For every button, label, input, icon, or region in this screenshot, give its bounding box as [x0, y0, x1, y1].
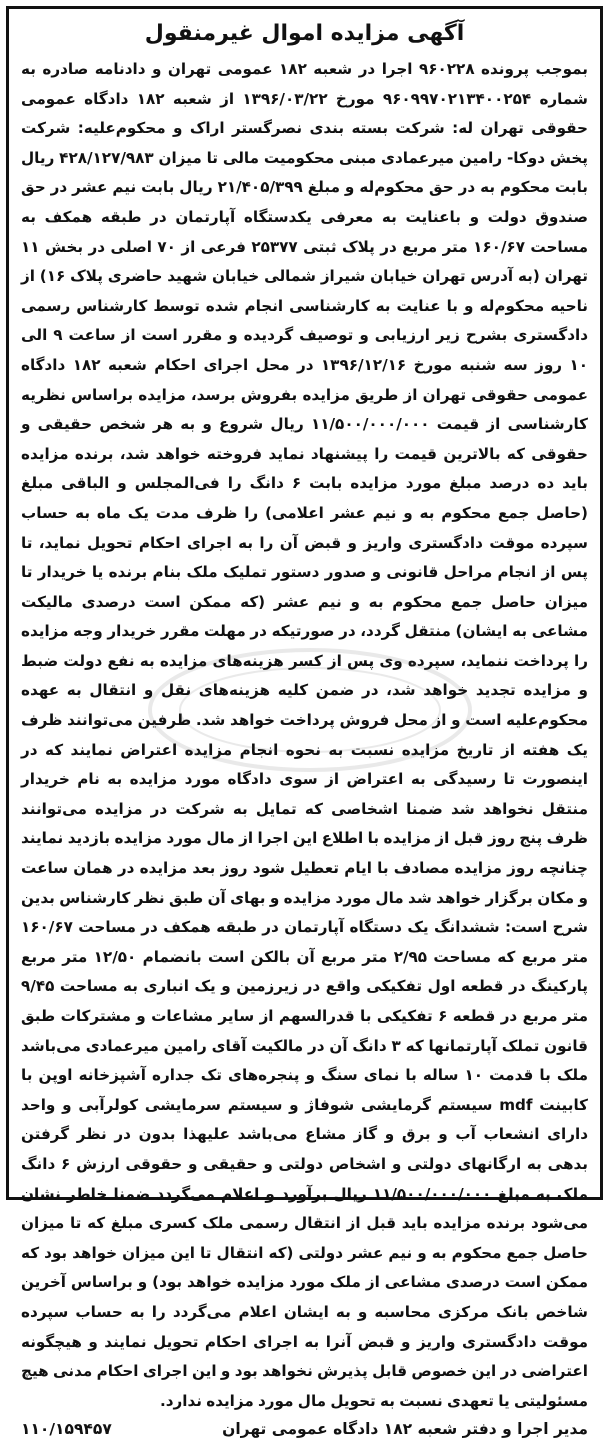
notice-code: ۱۱۰/۱۵۹۴۵۷ — [21, 1420, 112, 1438]
notice-body: بموجب پرونده ۹۶۰۲۲۸ اجرا در شعبه ۱۸۲ عمومی تهران و دادنامه صادره به شماره ۹۶۰۹۹۷۰۲۱۳۴۰۰۲۵۴ مورخ ۱۳۹۶/۰۳/۲۲ از شعبه ۱۸۲ دادگاه عمومی حقوقی تهران له: شرکت بسته بندی نصرگستر اراک و محکوم‌علیه: شرکت پخش دوکا- رامین میرعمادی مبنی محکومیت مالی تا میزان ۴۲۸/۱۲۷/۹۸۳ ریال بابت محکوم به در حق محکوم‌له و مبلغ ۲۱/۴۰۵/۳۹۹ ریال بابت نیم عشر در حق صندوق دولت و باعنایت به معرفی یکدستگاه آپارتمان در طبقه همکف به مساحت ۱۶۰/۶۷ متر مربع در پلاک ثبتی ۲۵۳۷۷ فرعی از ۷۰ اصلی در بخش ۱۱ تهران (به آدرس تهران خیابان شیراز شمالی خیابان شهید حاضری پلاک ۱۶) از ناحیه محکوم‌له و با عنایت به کارشناسی انجام شده توسط کارشناس رسمی دادگستری بشرح زیر ارزیابی و توصیف گردیده و مقرر است از ساعت ۹ الی ۱۰ روز سه شنبه مورخ ۱۳۹۶/۱۲/۱۶ در محل اجرای احکام شعبه ۱۸۲ دادگاه عمومی حقوقی تهران از طریق مزایده بفروش برسد، مزایده براساس نظریه کارشناسی از قیمت ۱۱/۵۰۰/۰۰۰/۰۰۰ ریال شروع و به هر شخص حقیقی و حقوقی که بالاترین قیمت را پیشنهاد نماید فروخته خواهد شد، برنده مزایده باید ده درصد مبلغ مورد مزایده بابت ۶ دانگ را فی‌المجلس و الباقی مبلغ (حاصل جمع محکوم به و نیم عشر اعلامی) را ظرف مدت یک ماه به حساب سپرده موقت دادگستری واریز و قبض آن را به اجرای احکام تحویل نماید، تا پس از انجام مراحل قانونی و صدور دستور تملیک ملک بنام برنده یا خریدار تا میزان حاصل جمع محکوم به و نیم عشر (که ممکن است درصدی مالیکت مشاعی به ایشان) منتقل گردد، در صورتیکه در مهلت مقرر خریدار وجه مزایده را پرداخت ننماید، سپرده وی پس از کسر هزینه‌های مزایده به نفع دولت ضبط و مزایده تجدید خواهد شد، در ضمن کلیه هزینه‌های نقل و انتقال به عهده محکوم‌علیه است و از محل فروش پرداخت خواهد شد. طرفین می‌توانند ظرف یک هفته از تاریخ مزایده نسبت به نحوه انجام مزایده اعتراض نمایند که در اینصورت تا رسیدگی به اعتراض از سوی دادگاه مورد مزایده به نام خریدار منتقل نخواهد شد ضمنا اشخاصی که تمایل به شرکت در مزایده می‌توانند ظرف پنج روز قبل از مزایده با اطلاع این اجرا از مال مورد مزایده بازدید نمایند چنانچه روز مزایده مصادف با ایام تعطیل شود روز بعد مزایده در همان ساعت و مکان برگزار خواهد شد مال مورد مزایده و بهای آن طبق نظر کارشناس بدین شرح است: ششدانگ یک دستگاه آپارتمان در طبقه همکف در مساحت ۱۶۰/۶۷ متر مربع که مساحت ۲/۹۵ متر مربع آن بالکن است بانضمام ۱۲/۵۰ متر مربع پارکینگ در قطعه اول تفکیکی واقع در زیرزمین و یک انباری به مساحت ۹/۴۵ متر مربع در قطعه ۶ تفکیکی با قدرالسهم از سایر مشاعات و مشترکات طبق قانون تملک آپارتمانها که ۳ دانگ آن در مالکیت آقای رامین میرعمادی می‌باشد ملک با قدمت ۱۰ ساله با نمای سنگ و پنجره‌های تک جداره آشپزخانه اوپن با کابینت mdf سیستم گرمایشی شوفاژ و سیستم سرمایشی کولرآبی و واحد دارای انشعاب آب و برق و گاز مشاع می‌باشد علیهذا بدون در نظر گرفتن بدهی به ارگانهای دولتی و اشخاص دولتی و حقیقی و حقوقی ارزش ۶ دانگ ملک به مبلغ ۱۱/۵۰۰/۰۰۰/۰۰۰ ریال برآورد و اعلام می‌گردد ضمنا خاطر نشان می‌شود برنده مزایده باید قبل از انتقال رسمی ملک کسری مبلغ که تا میزان حاصل جمع محکوم به و نیم عشر دولتی (که انتقال تا این میزان خواهد بود که ممکن است درصدی مشاعی از ملک مورد مزایده خواهد بود) و براساس آخرین شاخص بانک مرکزی محاسبه و به ایشان اعلام می‌گردد را به حساب سپرده موقت دادگستری واریز و قبض آنرا به اجرای احکام تحویل نمایند و هیچگونه اعتراضی در این خصوص قابل پذیرش نخواهد بود و این اجرای احکام مدنی هیچ مسئولیتی یا تعهدی نسبت به تحویل مال مورد مزایده ندارد. — [21, 60, 589, 1410]
auction-notice — [6, 6, 603, 1438]
notice-title: آگهی مزایده اموال غیرمنقول — [144, 21, 465, 46]
notice-footer — [21, 1420, 588, 1438]
signature-line: مدیر اجرا و دفتر شعبه ۱۸۲ دادگاه عمومی تهران — [222, 1420, 588, 1438]
